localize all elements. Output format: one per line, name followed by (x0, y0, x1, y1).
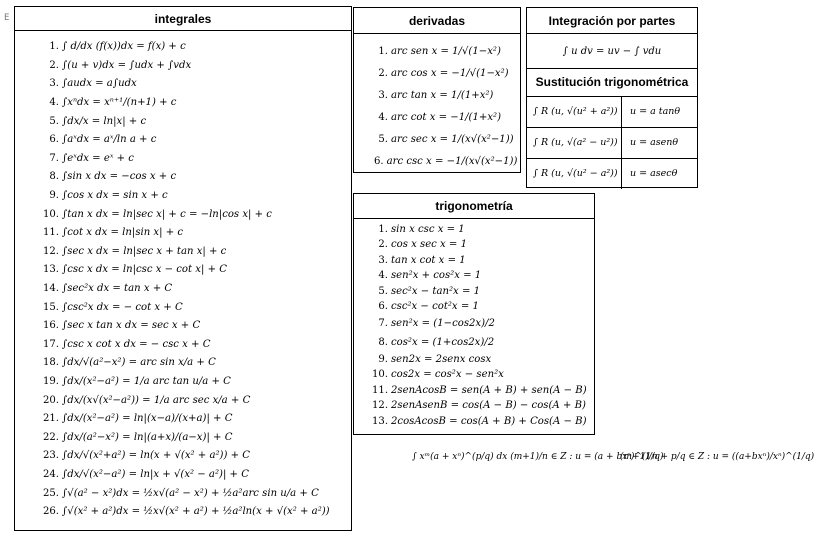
formula-text: sen2x = 2senx cosx (391, 353, 492, 365)
binomio-condicion-2: (m+1)/n + p/q ∈ Z : u = ((a+bxⁿ)/xⁿ)^(1/q) (620, 452, 814, 462)
formula-number: 12. (42, 245, 59, 257)
formula-text: ∫sec x dx = ln|sec x + tan x| + c (62, 245, 227, 257)
derivadas-title: derivadas (354, 8, 520, 34)
formula-item (37, 205, 347, 224)
formula-number: 4. (378, 111, 388, 123)
formula-text: ∫sec²x dx = tan x + C (62, 282, 173, 294)
formula-item (37, 57, 347, 76)
formula-number: 4. (49, 97, 59, 109)
formula-text: ∫cos x dx = sin x + c (62, 190, 168, 201)
formula-number: 13. (42, 264, 59, 276)
formula-text: arc cot x = −1/(1+x²) (391, 111, 502, 123)
formula-item (37, 243, 347, 262)
formula-number: 25. (42, 487, 59, 499)
sustitucion-title: Sustitución trigonométrica (527, 68, 697, 97)
formula-item (37, 317, 347, 336)
formula-number: 10. (372, 369, 389, 381)
formula-item (372, 334, 590, 353)
formula-number: 6. (378, 301, 388, 313)
formula-item (374, 41, 516, 63)
formula-text: ∫sec x tan x dx = sec x + C (62, 320, 201, 332)
formula-text: 2senAsenB = cos(A − B) − cos(A + B) (391, 400, 586, 412)
formula-text: arc cos x = −1/√(1−x²) (391, 67, 509, 79)
trigonometria-list (372, 222, 590, 430)
formula-number: 3. (378, 254, 388, 266)
formula-item (37, 428, 347, 447)
formula-number: 7. (49, 152, 59, 164)
formula-item (372, 222, 590, 238)
formula-item (37, 261, 347, 280)
integrales-list (37, 38, 347, 521)
formula-text: ∫cot x dx = ln|sin x| + c (62, 227, 184, 239)
trigonometria-panel (353, 193, 595, 435)
formula-item (372, 253, 590, 269)
formula-item (372, 368, 590, 384)
formula-number: 5. (378, 285, 388, 297)
formula-number: 2. (378, 239, 388, 251)
formula-text: 2cosAcosB = cos(A + B) + Cos(A − B) (391, 415, 587, 427)
formula-number: 11. (42, 227, 59, 239)
formula-number: 26. (42, 506, 59, 518)
formula-item (37, 391, 347, 410)
formula-number: 6. (374, 155, 384, 167)
formula-text: ∫xⁿdx = xⁿ⁺¹/(n+1) + c (62, 97, 177, 109)
formula-text: ∫csc x dx = ln|csc x − cot x| + C (62, 264, 227, 276)
formula-item (37, 131, 347, 150)
formula-text: ∫(u + v)dx = ∫udx + ∫vdx (62, 59, 192, 71)
formula-number: 20. (42, 394, 59, 406)
formula-number: 23. (42, 450, 59, 462)
formula-text: 2senAcosB = sen(A + B) + sen(A − B) (391, 384, 587, 396)
formula-text: ∫dx/(a²−x²) = ln|(a+x)/(a−x)| + C (62, 431, 233, 443)
formula-text: tan x cot x = 1 (391, 254, 466, 266)
formula-number: 9. (378, 353, 388, 365)
formula-text: ∫√(x² + a²)dx = ½x√(x² + a²) + ½a²ln(x + √(x² + a²)) (62, 506, 330, 518)
formula-text: ∫sin x dx = −cos x + c (62, 171, 177, 183)
formula-text: cos2x = cos²x − sen²x (391, 369, 504, 381)
formula-item (37, 503, 347, 522)
formula-item (372, 399, 590, 415)
integrales-panel (14, 6, 352, 531)
sustitucion-row (527, 158, 697, 189)
formula-number: 15. (42, 301, 59, 313)
sustitucion-cambio: u = asenθ (630, 137, 679, 148)
formula-number: 14. (42, 282, 59, 294)
formula-number: 5. (49, 115, 59, 127)
formula-item (372, 352, 590, 368)
sustitucion-integral: ∫ R (u, √(a² − u²)) (527, 127, 622, 158)
formula-text: ∫dx/(x√(x²−a²)) = 1/a arc sec x/a + C (62, 394, 251, 406)
formula-text: ∫dx/(x²−a²) = 1/a arc tan u/a + C (62, 375, 231, 387)
partes-sustitucion-panel (526, 7, 698, 188)
formula-item (374, 107, 516, 129)
formula-text: ∫dx/√(x²−a²) = ln|x + √(x² − a²)| + C (62, 468, 249, 480)
formula-item (374, 85, 516, 107)
formula-number: 5. (378, 133, 388, 145)
formula-item (37, 187, 347, 206)
formula-text: sen²x = (1−cos2x)/2 (391, 318, 495, 330)
formula-item (37, 75, 347, 94)
formula-number: 9. (49, 190, 59, 201)
derivadas-panel (353, 7, 521, 173)
formula-number: 3. (378, 89, 388, 101)
formula-item (37, 168, 347, 187)
formula-number: 18. (42, 357, 59, 369)
formula-item (37, 336, 347, 355)
formula-text: ∫√(a² − x²)dx = ½x√(a² − x²) + ½a²arc sin u/a + C (62, 487, 319, 499)
formula-item (37, 484, 347, 503)
formula-item (372, 300, 590, 316)
formula-item (37, 150, 347, 169)
formula-text: sen²x + cos²x = 1 (391, 270, 482, 282)
formula-text: ∫dx/(x²−a²) = ln|(x−a)/(x+a)| + C (62, 413, 233, 425)
formula-item (372, 238, 590, 254)
formula-text: arc csc x = −1/(x√(x²−1)) (386, 155, 518, 167)
formula-item (372, 315, 590, 334)
formula-item (374, 63, 516, 85)
formula-number: 10. (42, 208, 59, 220)
formula-number: 6. (49, 134, 59, 146)
formula-text: cos x sec x = 1 (391, 239, 468, 251)
formula-item (37, 298, 347, 317)
formula-item (374, 129, 516, 151)
formula-number: 22. (42, 431, 59, 443)
formula-number: 1. (49, 41, 59, 53)
formula-text: ∫audx = a∫udx (62, 78, 137, 90)
formula-text: ∫tan x dx = ln|sec x| + c = −ln|cos x| + c (62, 208, 272, 220)
formula-item (372, 414, 590, 430)
formula-item (37, 94, 347, 113)
formula-item (37, 354, 347, 373)
formula-item (374, 151, 516, 173)
formula-item (372, 383, 590, 399)
formula-number: 2. (49, 59, 59, 71)
sustitucion-row (527, 127, 697, 159)
formula-text: sec²x − tan²x = 1 (391, 285, 481, 297)
formula-text: csc²x − cot²x = 1 (391, 301, 479, 313)
formula-text: arc sen x = 1/√(1−x²) (391, 45, 501, 57)
integrales-title: integrales (15, 7, 351, 31)
partes-title: Integración por partes (527, 8, 697, 34)
formula-text: ∫dx/√(a²−x²) = arc sin x/a + C (62, 357, 216, 369)
formula-number: 19. (42, 375, 59, 387)
binomio-condicion-1: ∫ xᵐ(a + xⁿ)^(p/q) dx (m+1)/n ∈ Z : u = (a + bxⁿ)^(1/q) (412, 452, 664, 462)
formula-item (37, 112, 347, 131)
formula-number: 21. (42, 413, 59, 425)
formula-number: 24. (42, 468, 59, 480)
formula-number: 17. (42, 338, 59, 350)
formula-text: cos²x = (1+cos2x)/2 (391, 336, 495, 348)
partes-formula: ∫ u dv = uv − ∫ vdu (527, 34, 697, 69)
formula-text: sin x csc x = 1 (391, 223, 465, 235)
trigonometria-title: trigonometría (354, 194, 594, 219)
sustitucion-cambio: u = a tanθ (630, 106, 681, 117)
formula-number: 1. (378, 45, 388, 57)
formula-item (372, 269, 590, 285)
formula-number: 11. (372, 384, 389, 396)
formula-number: 12. (372, 400, 389, 412)
formula-number: 4. (378, 270, 388, 282)
formula-item (372, 284, 590, 300)
formula-number: 8. (378, 336, 388, 348)
formula-text: ∫csc²x dx = − cot x + C (62, 301, 183, 313)
formula-text: arc tan x = 1/(1+x²) (391, 89, 494, 101)
formula-text: ∫csc x cot x dx = − csc x + C (62, 338, 211, 350)
formula-text: ∫dx/√(x²+a²) = ln(x + √(x² + a²)) + C (62, 450, 251, 462)
sustitucion-cambio: u = asecθ (630, 168, 678, 179)
stray-character: E (4, 13, 10, 23)
formula-text: arc sec x = 1/(x√(x²−1)) (391, 133, 514, 145)
formula-number: 7. (378, 318, 388, 330)
formula-number: 13. (372, 415, 389, 427)
formula-number: 3. (49, 78, 59, 90)
formula-item (37, 280, 347, 299)
sustitucion-integral: ∫ R (u, √(u² + a²)) (527, 96, 622, 127)
formula-text: ∫ d/dx (f(x))dx = f(x) + c (62, 41, 186, 53)
formula-text: ∫eˣdx = eˣ + c (62, 152, 134, 164)
formula-item (37, 38, 347, 57)
formula-number: 2. (378, 67, 388, 79)
formula-text: ∫aˣdx = aˣ/ln a + c (62, 134, 157, 146)
formula-item (37, 410, 347, 429)
formula-item (37, 373, 347, 392)
formula-item (37, 224, 347, 243)
formula-number: 8. (49, 171, 59, 183)
sustitucion-row (527, 96, 697, 128)
formula-item (37, 466, 347, 485)
formula-number: 16. (42, 320, 59, 332)
sustitucion-integral: ∫ R (u, √(u² − a²)) (527, 158, 622, 189)
formula-item (37, 447, 347, 466)
formula-text: ∫dx/x = ln|x| + c (62, 115, 147, 127)
derivadas-list (374, 41, 516, 173)
formula-number: 1. (378, 223, 388, 235)
